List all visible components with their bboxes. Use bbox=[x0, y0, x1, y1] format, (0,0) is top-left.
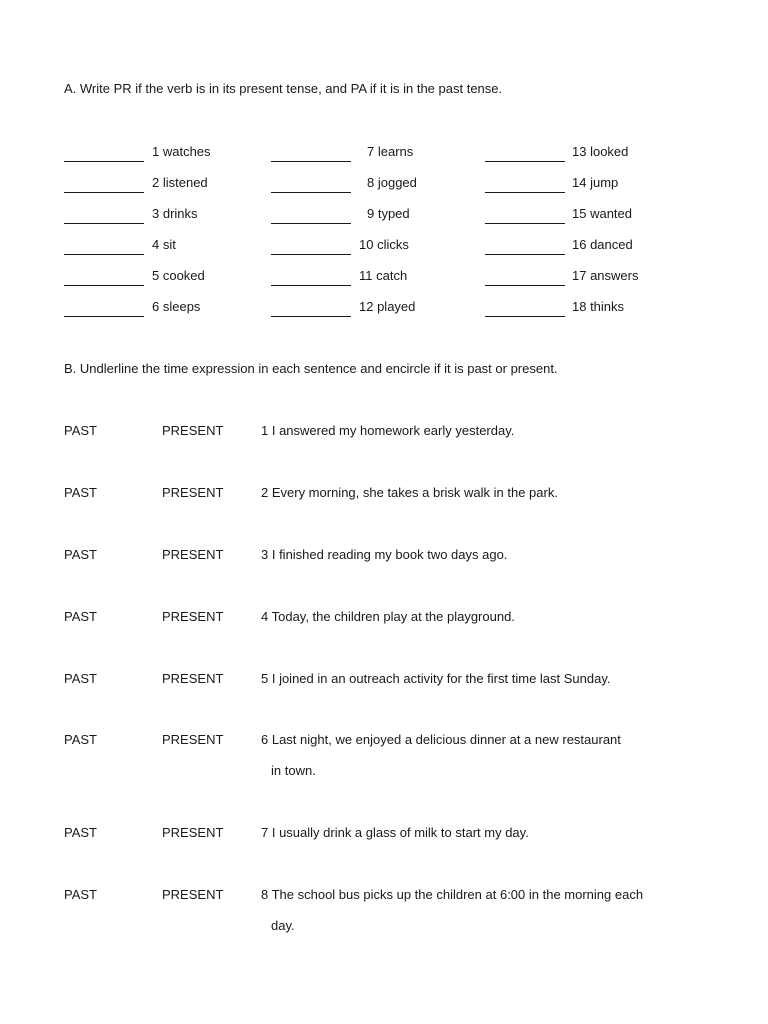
sentence-text: 1 I answered my homework early yesterday. bbox=[261, 423, 515, 438]
section-a-instruction: A. Write PR if the verb is in its present tense, and PA if it is in the past tense. bbox=[64, 81, 503, 96]
present-option[interactable]: PRESENT bbox=[162, 887, 224, 902]
past-option[interactable]: PAST bbox=[64, 671, 97, 686]
present-option[interactable]: PRESENT bbox=[162, 609, 224, 624]
past-option[interactable]: PAST bbox=[64, 732, 97, 747]
answer-blank[interactable] bbox=[485, 161, 565, 162]
answer-blank[interactable] bbox=[271, 316, 351, 317]
verb-item: 2 listened bbox=[152, 175, 208, 190]
verb-item: 3 drinks bbox=[152, 206, 198, 221]
verb-item: 7 learns bbox=[367, 144, 414, 159]
past-option[interactable]: PAST bbox=[64, 423, 97, 438]
section-b-instruction: B. Undlerline the time expression in each sentence and encircle if it is past or present. bbox=[64, 361, 558, 376]
answer-blank[interactable] bbox=[64, 161, 144, 162]
past-option[interactable]: PAST bbox=[64, 825, 97, 840]
present-option[interactable]: PRESENT bbox=[162, 485, 224, 500]
sentence-continuation: in town. bbox=[271, 763, 316, 778]
answer-blank[interactable] bbox=[485, 192, 565, 193]
verb-item: 11 catch bbox=[359, 268, 408, 283]
present-option[interactable]: PRESENT bbox=[162, 732, 224, 747]
answer-blank[interactable] bbox=[271, 254, 351, 255]
answer-blank[interactable] bbox=[64, 254, 144, 255]
verb-item: 12 played bbox=[359, 299, 416, 314]
verb-item: 10 clicks bbox=[359, 237, 409, 252]
verb-item: 4 sit bbox=[152, 237, 176, 252]
verb-item: 6 sleeps bbox=[152, 299, 201, 314]
verb-item: 8 jogged bbox=[367, 175, 417, 190]
sentence-continuation: day. bbox=[271, 918, 295, 933]
sentence-text: 6 Last night, we enjoyed a delicious dinner at a new restaurant bbox=[261, 732, 621, 747]
answer-blank[interactable] bbox=[271, 285, 351, 286]
past-option[interactable]: PAST bbox=[64, 485, 97, 500]
sentence-text: 8 The school bus picks up the children at 6:00 in the morning each bbox=[261, 887, 644, 902]
present-option[interactable]: PRESENT bbox=[162, 671, 224, 686]
answer-blank[interactable] bbox=[485, 254, 565, 255]
past-option[interactable]: PAST bbox=[64, 887, 97, 902]
present-option[interactable]: PRESENT bbox=[162, 423, 224, 438]
present-option[interactable]: PRESENT bbox=[162, 825, 224, 840]
sentence-text: 7 I usually drink a glass of milk to start my day. bbox=[261, 825, 529, 840]
verb-item: 9 typed bbox=[367, 206, 410, 221]
answer-blank[interactable] bbox=[271, 192, 351, 193]
past-option[interactable]: PAST bbox=[64, 609, 97, 624]
answer-blank[interactable] bbox=[64, 316, 144, 317]
sentence-text: 3 I finished reading my book two days ago. bbox=[261, 547, 508, 562]
verb-item: 15 wanted bbox=[572, 206, 632, 221]
answer-blank[interactable] bbox=[485, 223, 565, 224]
answer-blank[interactable] bbox=[64, 192, 144, 193]
answer-blank[interactable] bbox=[64, 223, 144, 224]
verb-item: 18 thinks bbox=[572, 299, 625, 314]
answer-blank[interactable] bbox=[64, 285, 144, 286]
past-option[interactable]: PAST bbox=[64, 547, 97, 562]
verb-item: 17 answers bbox=[572, 268, 639, 283]
answer-blank[interactable] bbox=[271, 161, 351, 162]
answer-blank[interactable] bbox=[271, 223, 351, 224]
answer-blank[interactable] bbox=[485, 285, 565, 286]
verb-item: 16 danced bbox=[572, 237, 633, 252]
present-option[interactable]: PRESENT bbox=[162, 547, 224, 562]
verb-item: 5 cooked bbox=[152, 268, 205, 283]
sentence-text: 5 I joined in an outreach activity for the first time last Sunday. bbox=[261, 671, 611, 686]
sentence-text: 2 Every morning, she takes a brisk walk in the park. bbox=[261, 485, 558, 500]
verb-item: 13 looked bbox=[572, 144, 629, 159]
sentence-text: 4 Today, the children play at the playground. bbox=[261, 609, 515, 624]
verb-item: 14 jump bbox=[572, 175, 619, 190]
verb-item: 1 watches bbox=[152, 144, 211, 159]
answer-blank[interactable] bbox=[485, 316, 565, 317]
